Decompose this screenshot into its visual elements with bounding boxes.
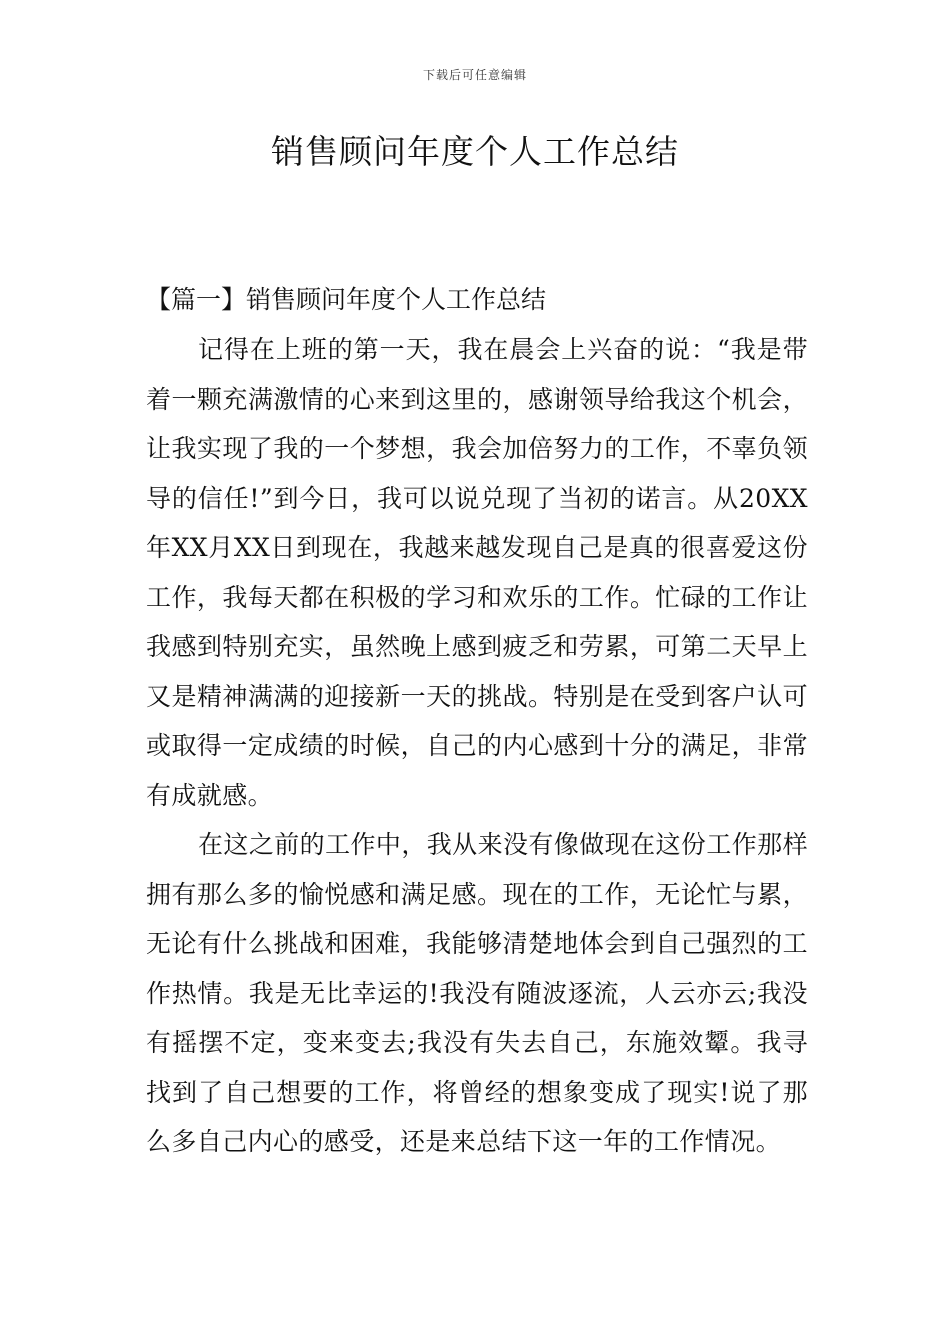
section-heading: 【篇一】销售顾问年度个人工作总结 xyxy=(146,285,547,314)
paragraph: 在这之前的工作中，我从来没有像做现在这份工作那样拥有那么多的愉悦感和满足感。现在的工作，无论忙与累，无论有什么挑战和困难，我能够清楚地体会到自己强烈的工作热情。我是无比幸运的!我没有随波逐流，人云亦云;我没有摇摆不定，变来变去;我没有失去自己，东施效颦。我寻找到了自己想要的工作，将曾经的想象变成了现实!说了那么多自己内心的感受，还是来总结下这一年的工作情况。 xyxy=(146,830,808,1156)
header-note: 下载后可任意编辑 xyxy=(422,68,527,82)
document-title: 销售顾问年度个人工作总结 xyxy=(271,132,679,171)
body-text xyxy=(146,325,808,1167)
paragraph: 记得在上班的第一天，我在晨会上兴奋的说：“我是带着一颗充满激情的心来到这里的，感谢领导给我这个机会，让我实现了我的一个梦想，我会加倍努力的工作，不辜负领导的信任!”到今日，我可以说兑现了当初的诺言。从20XX年XX月XX日到现在，我越来越发现自己是真的很喜爱这份工作，我每天都在积极的学习和欢乐的工作。忙碌的工作让我感到特别充实，虽然晚上感到疲乏和劳累，可第二天早上又是精神满满的迎接新一天的挑战。特别是在受到客户认可或取得一定成绩的时候，自己的内心感到十分的满足，非常有成就感。 xyxy=(146,335,808,810)
